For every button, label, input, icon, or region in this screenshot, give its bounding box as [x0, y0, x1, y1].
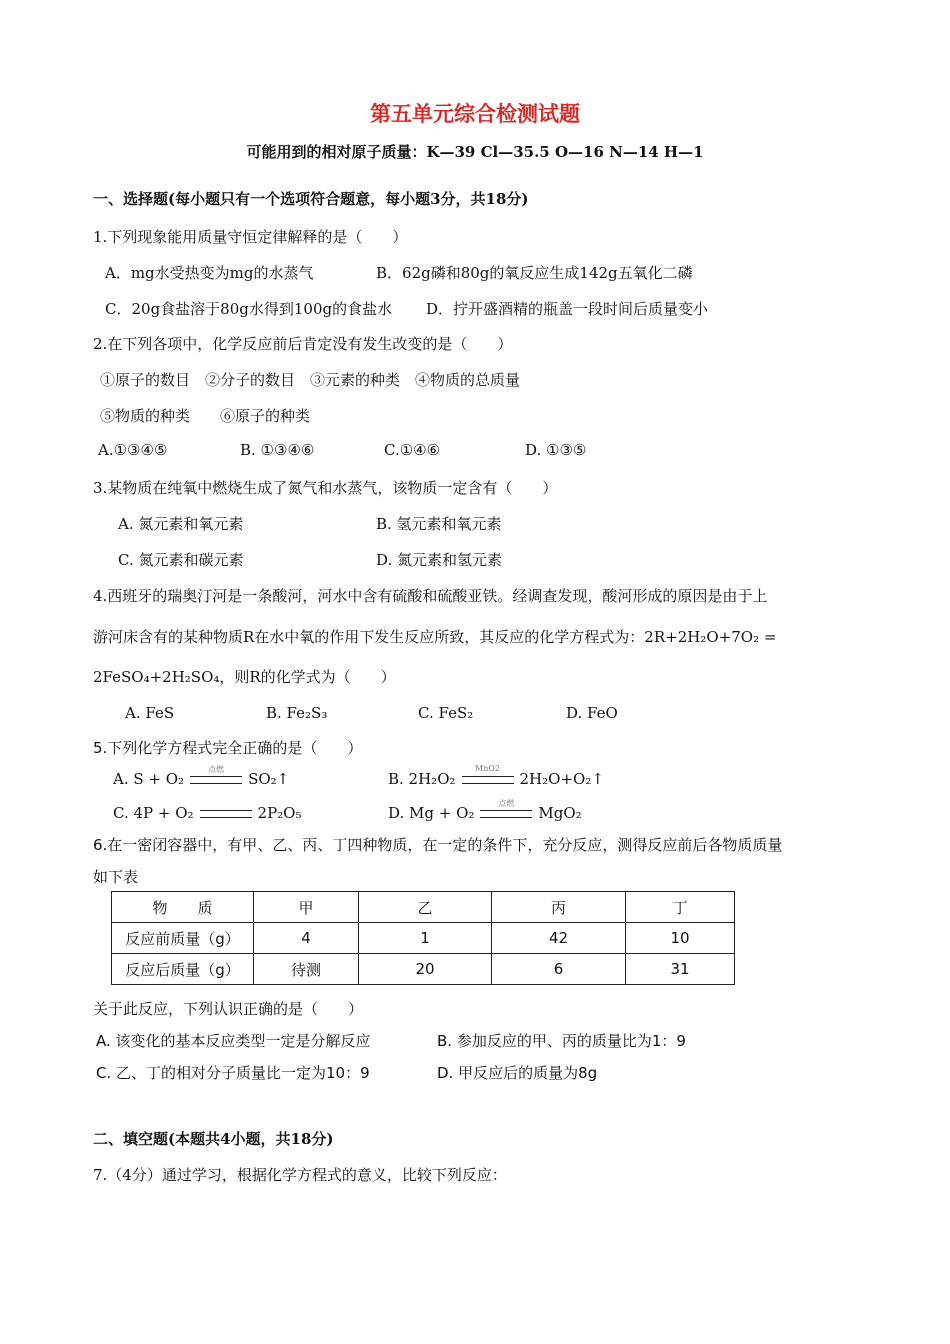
q4-option-c: C. FeS₂	[418, 704, 474, 722]
q3-option-a: A. 氮元素和氧元素	[118, 515, 244, 533]
section-1-heading: 一、选择题(每小题只有一个选项符合题意，每小题3分，共18分)	[93, 190, 529, 208]
table-header-row	[112, 892, 735, 923]
table-cell: 31	[626, 954, 735, 985]
q2-option-c: C.①④⑥	[384, 441, 441, 459]
q6-option-d: D. 甲反应后的质量为8g	[437, 1064, 598, 1082]
q5-b-products: 2H₂O+O₂↑	[519, 770, 604, 788]
table-header-cell: 物 质	[112, 892, 254, 923]
table-row	[112, 954, 735, 985]
reaction-arrow	[462, 764, 514, 784]
q6-option-c: C. 乙、丁的相对分子质量比一定为10：9	[96, 1064, 370, 1082]
q4-option-a: A. FeS	[125, 704, 175, 722]
q3-option-c: C. 氮元素和碳元素	[118, 551, 244, 569]
q5-b-reactants: B. 2H₂O₂	[388, 770, 456, 788]
q4-line-3: 2FeSO₄+2H₂SO₄，则R的化学式为（ ）	[93, 668, 396, 686]
table-cell: 10	[626, 923, 735, 954]
reaction-condition: 点燃	[208, 765, 225, 774]
q5-d-reactants: D. Mg + O₂	[388, 804, 475, 822]
table-cell: 4	[254, 923, 359, 954]
table-header-cell: 丙	[492, 892, 626, 923]
table-cell: 42	[492, 923, 626, 954]
q3-option-b: B. 氢元素和氧元素	[376, 515, 502, 533]
table-row	[112, 923, 735, 954]
reaction-condition: MnO2	[475, 764, 501, 773]
q6-line-2: 如下表	[93, 868, 139, 886]
q5-option-b	[388, 764, 604, 788]
q2-option-d: D. ①③⑤	[525, 441, 587, 459]
section-2-heading: 二、填空题(本题共4小题，共18分)	[93, 1130, 334, 1148]
q1-stem: 1.下列现象能用质量守恒定律解释的是（ ）	[93, 228, 408, 246]
q5-stem: 5.下列化学方程式完全正确的是（ ）	[93, 739, 363, 757]
q5-a-reactants: A. S + O₂	[113, 770, 185, 788]
reaction-arrow	[480, 799, 532, 818]
q5-option-a	[113, 765, 290, 788]
q2-items-1: ①原子的数目 ②分子的数目 ③元素的种类 ④物质的总质量	[100, 371, 521, 389]
q2-option-b: B. ①③④⑥	[240, 441, 315, 459]
q2-stem: 2.在下列各项中，化学反应前后肯定没有发生改变的是（ ）	[93, 335, 513, 353]
q1-option-d: D．拧开盛酒精的瓶盖一段时间后质量变小	[426, 300, 709, 318]
q3-option-d: D. 氮元素和氢元素	[376, 551, 503, 569]
q5-option-d	[388, 799, 582, 822]
table-header-cell: 丁	[626, 892, 735, 923]
q6-option-b: B. 参加反应的甲、丙的质量比为1：9	[437, 1032, 686, 1050]
q4-line-2: 游河床含有的某种物质R在水中氧的作用下发生反应所致，其反应的化学方程式为：2R+2H₂O+7O₂ =	[93, 628, 777, 646]
table-header-cell: 甲	[254, 892, 359, 923]
q2-items-2: ⑤物质的种类 ⑥原子的种类	[100, 407, 311, 425]
reaction-arrow	[200, 810, 252, 818]
q1-option-c: C．20g食盐溶于80g水得到100g的食盐水	[105, 300, 393, 318]
q5-c-reactants: C. 4P + O₂	[113, 804, 194, 822]
q4-option-b: B. Fe₂S₃	[266, 704, 328, 722]
q1-option-b: B．62g磷和80g的氧反应生成142g五氧化二磷	[376, 264, 693, 282]
q5-c-products: 2P₂O₅	[257, 804, 302, 822]
table-cell: 6	[492, 954, 626, 985]
table-cell: 20	[359, 954, 492, 985]
q6-option-a: A. 该变化的基本反应类型一定是分解反应	[96, 1032, 371, 1050]
page-title: 第五单元综合检测试题	[370, 101, 580, 126]
table-cell: 反应后质量（g）	[112, 954, 254, 985]
q3-stem: 3.某物质在纯氧中燃烧生成了氮气和水蒸气，该物质一定含有（ ）	[93, 479, 558, 497]
q6-stem: 关于此反应，下列认识正确的是（ ）	[93, 1000, 364, 1018]
mass-table	[111, 891, 735, 985]
q5-a-products: SO₂↑	[248, 770, 290, 788]
table-header-cell: 乙	[359, 892, 492, 923]
reaction-condition: 点燃	[498, 799, 515, 808]
reaction-arrow	[190, 765, 242, 784]
q5-d-products: MgO₂	[538, 804, 582, 822]
atomic-masses: 可能用到的相对原子质量：K—39 Cl—35.5 O—16 N—14 H—1	[246, 143, 704, 161]
q2-option-a: A.①③④⑤	[98, 441, 168, 459]
q6-line-1: 6.在一密闭容器中，有甲、乙、丙、丁四种物质，在一定的条件下，充分反应，测得反应前后各物质质量	[93, 836, 783, 854]
q5-option-c	[113, 804, 302, 822]
q4-line-1: 4.西班牙的瑞奥汀河是一条酸河，河水中含有硫酸和硫酸亚铁。经调查发现，酸河形成的原因是由于上	[93, 587, 768, 605]
table-cell: 待测	[254, 954, 359, 985]
table-cell: 1	[359, 923, 492, 954]
q4-option-d: D. FeO	[566, 704, 618, 722]
q1-option-a: A．mg水受热变为mg的水蒸气	[105, 264, 314, 282]
q7-stem: 7.（4分）通过学习，根据化学方程式的意义，比较下列反应：	[93, 1166, 507, 1184]
table-cell: 反应前质量（g）	[112, 923, 254, 954]
